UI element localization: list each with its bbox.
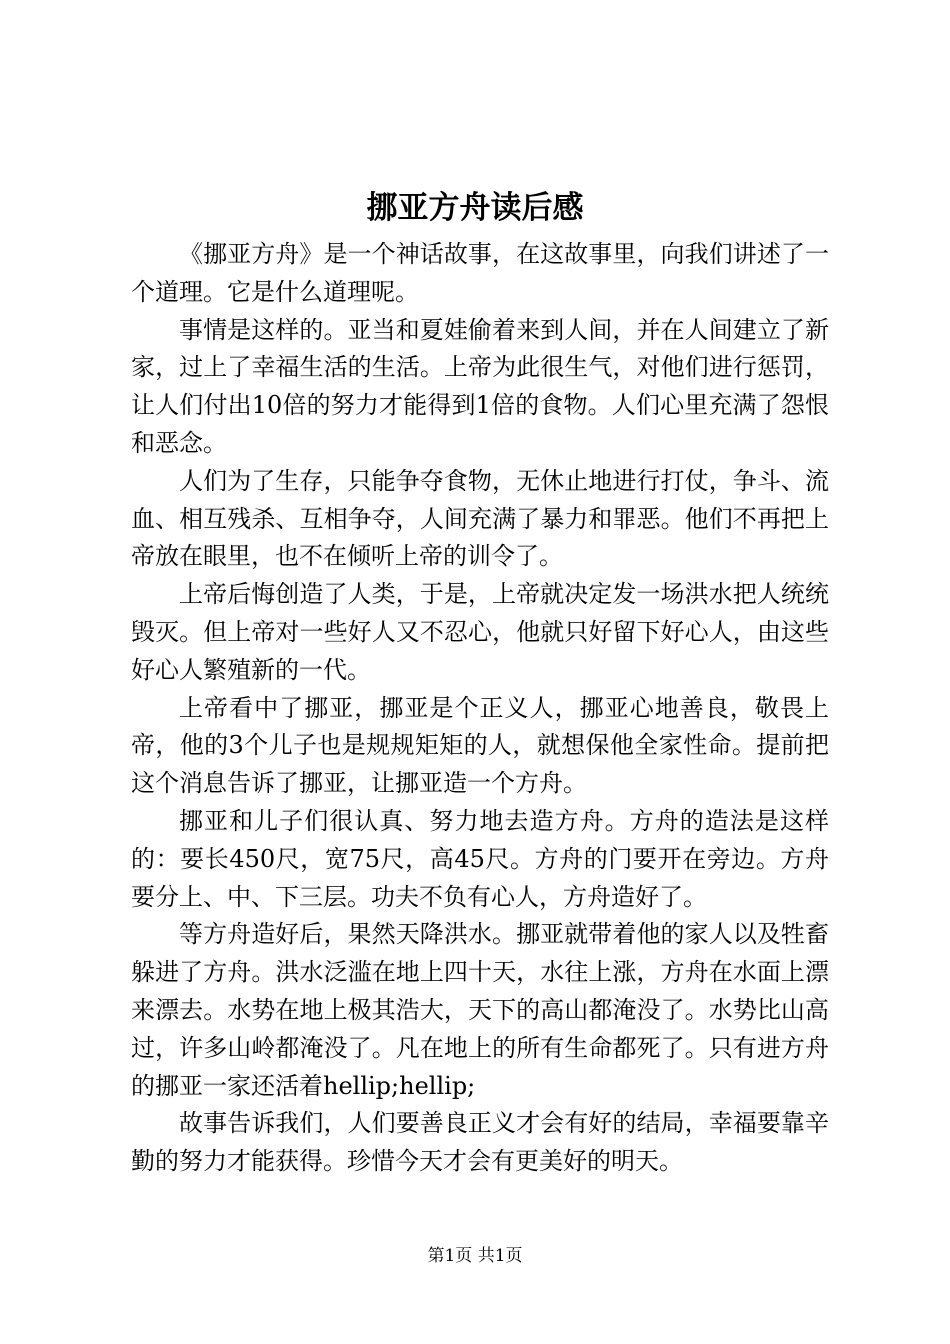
paragraph-1: 《挪亚方舟》是一个神话故事，在这故事里，向我们讲述了一个道理。它是什么道理呢。 bbox=[131, 240, 829, 306]
article-body bbox=[131, 236, 829, 1181]
paragraph-4: 上帝后悔创造了人类，于是，上帝就决定发一场洪水把人统统毁灭。但上帝对一些好人又不忍心，他就只好留下好心人，由这些好心人繁殖新的一代。 bbox=[131, 580, 829, 684]
page-title: 挪亚方舟读后感 bbox=[366, 190, 584, 226]
paragraph-2: 事情是这样的。亚当和夏娃偷着来到人间，并在人间建立了新家，过上了幸福生活的生活。上帝为此很生气，对他们进行惩罚，让人们付出10倍的努力才能得到1倍的食物。人们心里充满了怨恨和恶念。 bbox=[131, 315, 829, 457]
paragraph-6: 挪亚和儿子们很认真、努力地去造方舟。方舟的造法是这样的：要长450尺，宽75尺，高45尺。方舟的门要开在旁边。方舟要分上、中、下三层。功夫不负有心人，方舟造好了。 bbox=[131, 806, 829, 911]
page-footer: 第1页 共1页 bbox=[427, 1246, 523, 1266]
paragraph-8: 故事告诉我们，人们要善良正义才会有好的结局，幸福要靠辛勤的努力才能获得。珍惜今天才会有更美好的明天。 bbox=[131, 1109, 829, 1176]
paragraph-5: 上帝看中了挪亚，挪亚是个正义人，挪亚心地善良，敬畏上帝，他的3个儿子也是规规矩矩的人，就想保他全家性命。提前把这个消息告诉了挪亚，让挪亚造一个方舟。 bbox=[131, 693, 829, 798]
paragraph-3: 人们为了生存，只能争夺食物，无休止地进行打仗，争斗、流血、相互残杀、互相争夺，人间充满了暴力和罪恶。他们不再把上帝放在眼里，也不在倾听上帝的训令了。 bbox=[131, 466, 829, 571]
paragraph-7: 等方舟造好后，果然天降洪水。挪亚就带着他的家人以及牲畜躲进了方舟。洪水泛滥在地上四十天，水往上涨，方舟在水面上漂来漂去。水势在地上极其浩大，天下的高山都淹没了。水势比山高过，许多山岭都淹没了。凡在地上的所有生命都死了。只有进方舟的挪亚一家还活着hellip;hellip; bbox=[131, 920, 829, 1100]
